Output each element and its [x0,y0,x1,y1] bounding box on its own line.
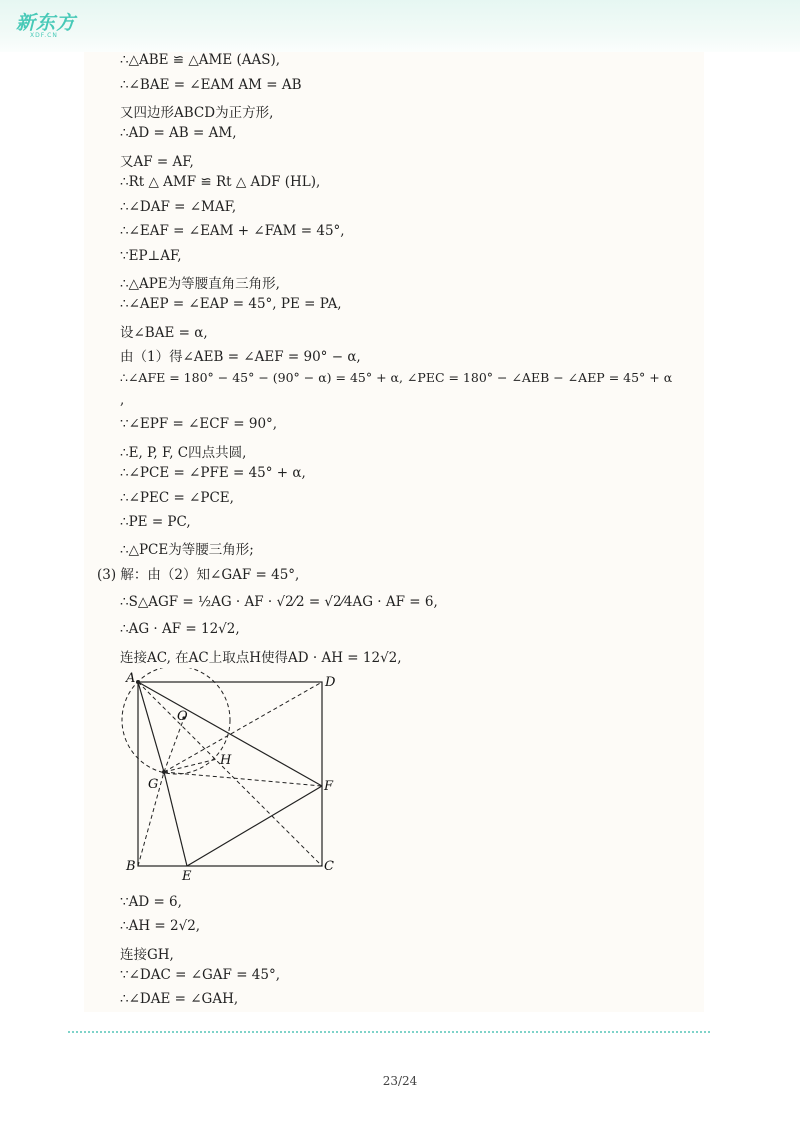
text-line: ∴∠PEC = ∠PCE, [120,490,234,506]
text-line: ∴S△AGF = ½AG · AF · √2⁄2 = √2⁄4AG · AF = 6, [120,594,438,610]
text-line: ∴AH = 2√2, [120,918,201,934]
brand-logo [16,8,78,42]
text-line: ∴∠PCE = ∠PFE = 45° + α, [120,465,306,481]
label-o: O [177,709,188,724]
label-f: F [324,779,334,794]
text-line: ∴△APE为等腰直角三角形, [120,276,280,292]
diagonal-ac [138,682,322,866]
label-h: H [220,753,232,768]
text-line: ∴E, P, F, C四点共圆, [120,445,247,461]
text-line: 连接GH, [120,947,174,963]
square-abcd [138,682,322,866]
text-line: ∴AD = AB = AM, [120,125,237,141]
segment-gf [164,772,322,786]
text-line: ∵EP⊥AF, [120,248,182,264]
footer-divider [68,1031,710,1033]
text-line: (3) 解：由（2）知∠GAF = 45°, [97,567,300,583]
label-b: B [126,859,136,874]
text-line: ∴∠DAF = ∠MAF, [120,199,237,215]
text-line: 又AF = AF, [120,154,194,170]
text-line: ∴AG · AF = 12√2, [120,621,240,637]
text-line: ∴∠DAE = ∠GAH, [120,991,239,1007]
label-e: E [182,869,192,884]
page-number: 23/24 [382,1074,418,1088]
text-line: ∴∠AEP = ∠EAP = 45°, PE = PA, [120,296,342,312]
logo-text: 新东方 [16,12,77,34]
text-line: , [120,392,125,408]
segment-go [164,718,184,772]
text-line: 连接AC, 在AC上取点H使得AD · AH = 12√2, [120,650,402,666]
text-line: 设∠BAE = α, [120,325,208,341]
geometry-figure [112,668,352,884]
label-g: G [148,777,159,792]
square-diagram [112,668,352,884]
text-line: 由（1）得∠AEB = ∠AEF = 90° − α, [120,349,361,365]
label-d: D [325,675,336,690]
text-line: ∵AD = 6, [120,894,182,910]
segment-ag [138,682,164,772]
text-line: 又四边形ABCD为正方形, [120,105,274,121]
text-line: ∴∠BAE = ∠EAM AM = AB [120,77,302,93]
text-line: ∵∠EPF = ∠ECF = 90°, [120,416,278,432]
text-line: ∴∠EAF = ∠EAM + ∠FAM = 45°, [120,223,345,239]
logo-subtext: XDF.CN [30,32,58,39]
header-band [0,0,800,52]
text-line: ∴△ABE ≌ △AME (AAS), [120,52,281,68]
label-c: C [324,859,334,874]
segment-gd [164,682,322,772]
text-line: ∵∠DAC = ∠GAF = 45°, [120,967,281,983]
text-line: ∴∠AFE = 180° − 45° − (90° − α) = 45° + α, ∠PEC = 180° − ∠AEB − ∠AEP = 45° + α [120,370,673,385]
segment-gh [164,759,217,772]
text-line: ∴△PCE为等腰三角形; [120,542,254,558]
label-a: A [126,671,136,686]
text-line: ∴Rt △ AMF ≌ Rt △ ADF (HL), [120,174,321,190]
text-line: ∴PE = PC, [120,514,191,530]
segment-ge [164,772,187,866]
point-g [162,770,166,774]
point-a [136,680,140,684]
